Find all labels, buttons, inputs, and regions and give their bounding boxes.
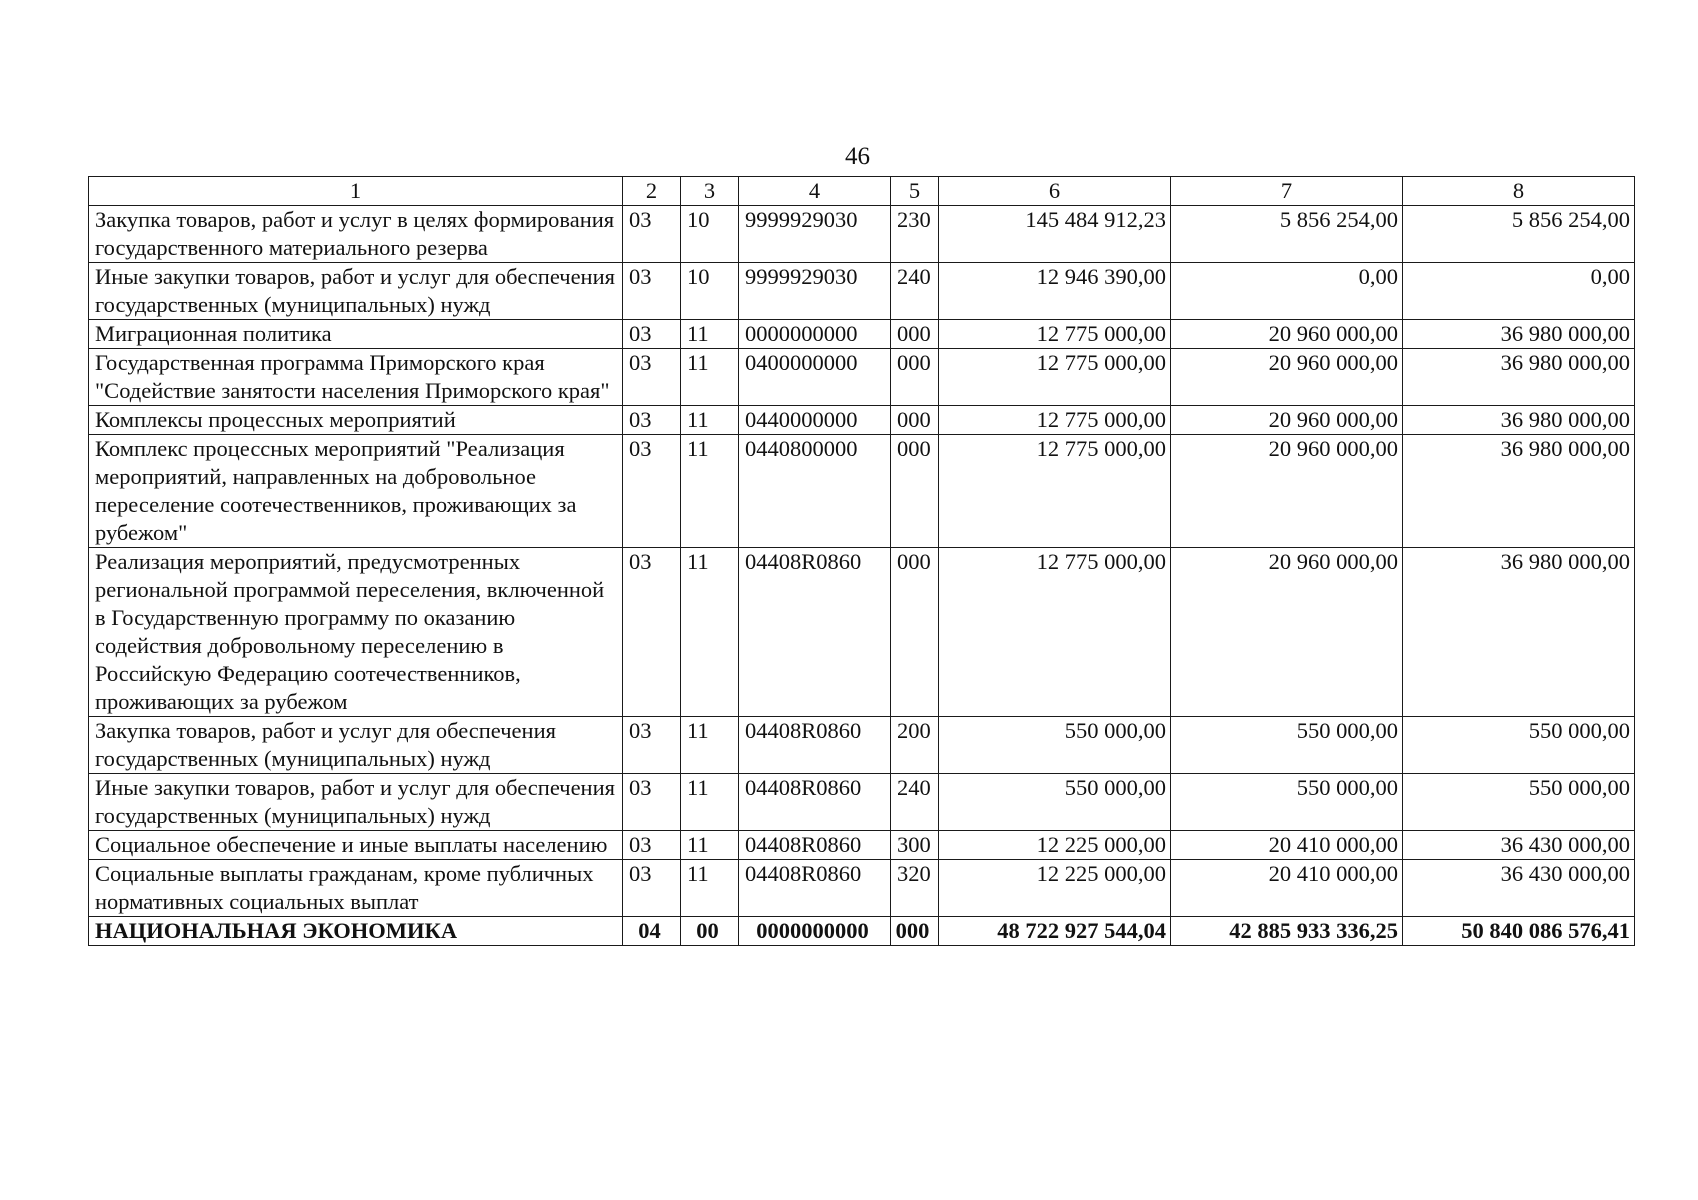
row-section: 03: [623, 831, 681, 860]
row-amount-col6: 12 775 000,00: [939, 320, 1171, 349]
row-amount-col7: 20 960 000,00: [1171, 435, 1403, 548]
table-row-section-total: [89, 917, 1635, 946]
row-name: Государственная программа Приморского края "Содействие занятости населения Приморского края": [89, 349, 623, 406]
row-amount-col7: 20 410 000,00: [1171, 831, 1403, 860]
row-amount-col8: 50 840 086 576,41: [1403, 917, 1635, 946]
row-name: Закупка товаров, работ и услуг в целях формирования государственного материального резерва: [89, 206, 623, 263]
row-subsection: 11: [681, 349, 739, 406]
row-section: 04: [623, 917, 681, 946]
row-amount-col8: 550 000,00: [1403, 717, 1635, 774]
row-subsection: 11: [681, 717, 739, 774]
row-amount-col7: 0,00: [1171, 263, 1403, 320]
table-row: [89, 860, 1635, 917]
table-row: [89, 774, 1635, 831]
row-amount-col6: 12 946 390,00: [939, 263, 1171, 320]
row-section: 03: [623, 206, 681, 263]
row-expense-type: 200: [891, 717, 939, 774]
row-name: Социальные выплаты гражданам, кроме публичных нормативных социальных выплат: [89, 860, 623, 917]
row-subsection: 11: [681, 831, 739, 860]
table-row: [89, 349, 1635, 406]
row-section: 03: [623, 717, 681, 774]
table-row: [89, 263, 1635, 320]
row-target-article: 9999929030: [739, 206, 891, 263]
row-section: 03: [623, 406, 681, 435]
row-section: 03: [623, 860, 681, 917]
row-amount-col8: 36 980 000,00: [1403, 320, 1635, 349]
row-amount-col7: 20 960 000,00: [1171, 548, 1403, 717]
row-amount-col7: 5 856 254,00: [1171, 206, 1403, 263]
row-name: Закупка товаров, работ и услуг для обеспечения государственных (муниципальных) нужд: [89, 717, 623, 774]
row-subsection: 11: [681, 860, 739, 917]
row-amount-col8: 550 000,00: [1403, 774, 1635, 831]
row-target-article: 04408R0860: [739, 774, 891, 831]
table-row: [89, 717, 1635, 774]
table-row: [89, 206, 1635, 263]
row-amount-col6: 145 484 912,23: [939, 206, 1171, 263]
row-subsection: 00: [681, 917, 739, 946]
table-row: [89, 435, 1635, 548]
row-subsection: 11: [681, 320, 739, 349]
row-name: Реализация мероприятий, предусмотренных региональной программой переселения, включенной в Государственную программу по оказанию содействия добровольному переселению в Российскую Федерацию соотечественников, проживающих за рубежом: [89, 548, 623, 717]
row-target-article: 0000000000: [739, 917, 891, 946]
row-amount-col7: 42 885 933 336,25: [1171, 917, 1403, 946]
row-name: Комплексы процессных мероприятий: [89, 406, 623, 435]
row-target-article: 04408R0860: [739, 831, 891, 860]
row-expense-type: 320: [891, 860, 939, 917]
row-amount-col7: 20 410 000,00: [1171, 860, 1403, 917]
table-row: [89, 831, 1635, 860]
row-amount-col6: 12 775 000,00: [939, 349, 1171, 406]
row-amount-col7: 550 000,00: [1171, 717, 1403, 774]
row-amount-col6: 12 775 000,00: [939, 548, 1171, 717]
table-row: [89, 548, 1635, 717]
page-number: 46: [845, 143, 870, 170]
row-expense-type: 240: [891, 774, 939, 831]
row-amount-col8: 36 430 000,00: [1403, 860, 1635, 917]
row-section: 03: [623, 349, 681, 406]
row-amount-col7: 550 000,00: [1171, 774, 1403, 831]
row-subsection: 11: [681, 774, 739, 831]
row-amount-col8: 36 980 000,00: [1403, 548, 1635, 717]
row-name: Комплекс процессных мероприятий "Реализация мероприятий, направленных на добровольное переселение соотечественников, проживающих за рубежом": [89, 435, 623, 548]
row-target-article: 04408R0860: [739, 548, 891, 717]
row-expense-type: 300: [891, 831, 939, 860]
row-amount-col7: 20 960 000,00: [1171, 320, 1403, 349]
row-section: 03: [623, 435, 681, 548]
row-amount-col8: 0,00: [1403, 263, 1635, 320]
row-amount-col7: 20 960 000,00: [1171, 349, 1403, 406]
row-amount-col8: 36 980 000,00: [1403, 435, 1635, 548]
row-amount-col6: 12 775 000,00: [939, 435, 1171, 548]
row-target-article: 0400000000: [739, 349, 891, 406]
row-expense-type: 230: [891, 206, 939, 263]
row-expense-type: 000: [891, 435, 939, 548]
row-subsection: 10: [681, 263, 739, 320]
row-expense-type: 000: [891, 349, 939, 406]
column-header: 7: [1171, 177, 1403, 206]
row-target-article: 0440000000: [739, 406, 891, 435]
row-amount-col6: 550 000,00: [939, 774, 1171, 831]
column-header: 8: [1403, 177, 1635, 206]
row-amount-col7: 20 960 000,00: [1171, 406, 1403, 435]
row-subsection: 11: [681, 435, 739, 548]
row-amount-col8: 36 430 000,00: [1403, 831, 1635, 860]
column-header: 3: [681, 177, 739, 206]
row-target-article: 04408R0860: [739, 860, 891, 917]
row-section: 03: [623, 320, 681, 349]
budget-table: [88, 176, 1635, 946]
row-expense-type: 000: [891, 320, 939, 349]
row-amount-col6: 48 722 927 544,04: [939, 917, 1171, 946]
row-amount-col6: 12 225 000,00: [939, 831, 1171, 860]
column-header: 5: [891, 177, 939, 206]
table-row: [89, 320, 1635, 349]
row-subsection: 11: [681, 406, 739, 435]
row-amount-col8: 36 980 000,00: [1403, 406, 1635, 435]
row-expense-type: 000: [891, 917, 939, 946]
row-target-article: 0000000000: [739, 320, 891, 349]
column-header: 1: [89, 177, 623, 206]
row-expense-type: 000: [891, 548, 939, 717]
row-amount-col8: 5 856 254,00: [1403, 206, 1635, 263]
row-amount-col6: 12 775 000,00: [939, 406, 1171, 435]
row-amount-col6: 12 225 000,00: [939, 860, 1171, 917]
column-header: 4: [739, 177, 891, 206]
table-row: [89, 406, 1635, 435]
row-section: 03: [623, 774, 681, 831]
row-target-article: 04408R0860: [739, 717, 891, 774]
row-expense-type: 240: [891, 263, 939, 320]
row-expense-type: 000: [891, 406, 939, 435]
row-name: Социальное обеспечение и иные выплаты населению: [89, 831, 623, 860]
row-amount-col6: 550 000,00: [939, 717, 1171, 774]
row-subsection: 11: [681, 548, 739, 717]
column-header: 6: [939, 177, 1171, 206]
row-target-article: 9999929030: [739, 263, 891, 320]
row-section: 03: [623, 263, 681, 320]
row-name: Иные закупки товаров, работ и услуг для обеспечения государственных (муниципальных) нужд: [89, 263, 623, 320]
column-header: 2: [623, 177, 681, 206]
table-header-row: [89, 177, 1635, 206]
row-subsection: 10: [681, 206, 739, 263]
row-name: НАЦИОНАЛЬНАЯ ЭКОНОМИКА: [89, 917, 623, 946]
row-name: Иные закупки товаров, работ и услуг для обеспечения государственных (муниципальных) нужд: [89, 774, 623, 831]
row-amount-col8: 36 980 000,00: [1403, 349, 1635, 406]
row-section: 03: [623, 548, 681, 717]
row-target-article: 0440800000: [739, 435, 891, 548]
row-name: Миграционная политика: [89, 320, 623, 349]
